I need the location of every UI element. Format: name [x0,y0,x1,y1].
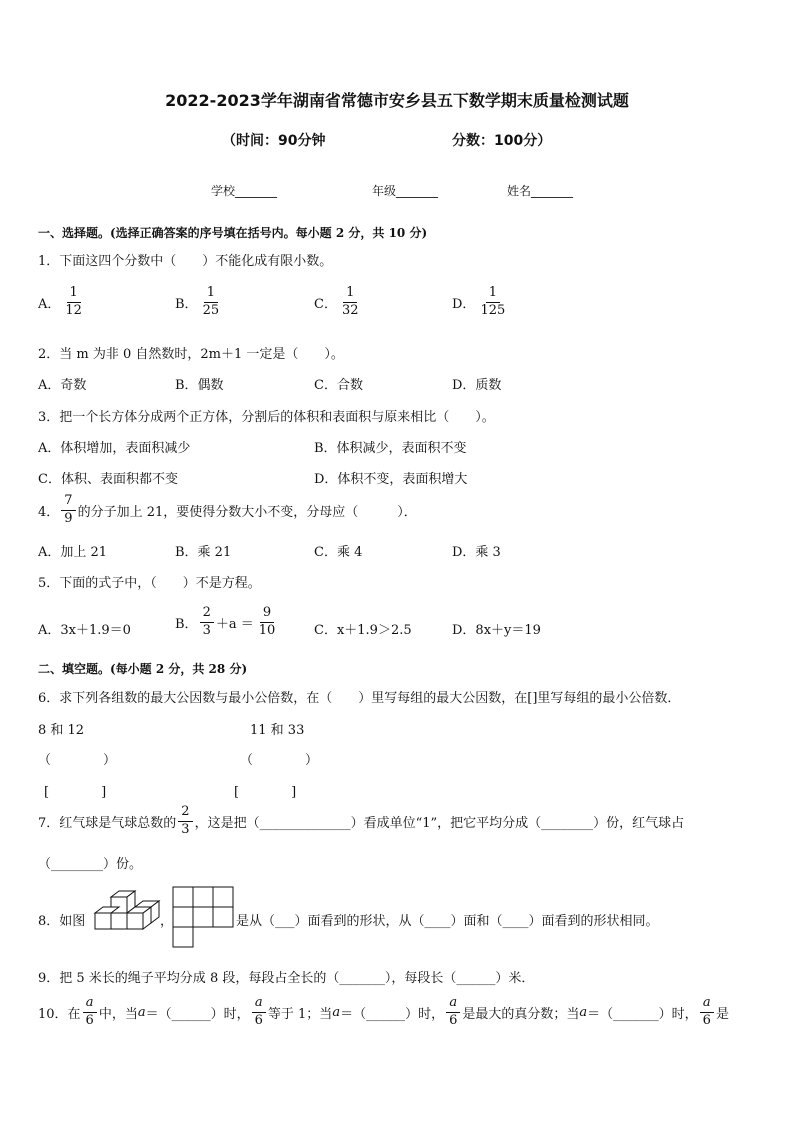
q5-b-label: B． [175,616,198,632]
q5-b-num1: 2 [200,606,214,623]
q10-t5: 是最大的真分数；当 [462,1006,580,1022]
q3-option-b: B．体积减少，表面积不变 [314,441,467,456]
q4-num: 7 [61,494,75,511]
q4-option-d: D．乘 3 [452,545,501,560]
q5-b-mid: ＋a ＝ [215,616,254,632]
q10-den-1: 6 [85,1012,94,1028]
q5-option-a: A．3x＋1.9＝0 [38,623,131,638]
q7-num: 2 [178,805,192,822]
q6-lcm-blank-1[interactable]: [ ] [44,785,107,800]
q10-var-2: a [332,1004,341,1020]
q5-b-den1: 3 [202,622,211,638]
q1-c-num: 1 [343,286,357,303]
q1-option-c [314,286,364,319]
q10-t7: 是 [715,1006,729,1022]
q1-a-num: 1 [67,286,81,303]
q6-group2: 11 和 33 [250,723,305,738]
q1-stem: 1．下面这四个分数中（ ）不能化成有限小数。 [38,254,333,269]
q7-line2: （________）份。 [38,857,143,872]
q4-option-a: A．加上 21 [38,545,108,560]
exam-score: 分数：100分） [452,133,552,149]
q1-b-label: B． [175,296,198,312]
q3-option-c: C．体积、表面积都不变 [38,472,178,487]
q1-b-den: 25 [202,302,220,318]
q5-option-b [175,606,280,639]
q10-line [38,996,729,1029]
q1-c-den: 32 [341,302,359,318]
q4-option-b: B．乘 21 [175,545,232,560]
q5-option-c: C．x＋1.9＞2.5 [314,623,412,638]
q8-post: 是从（___）面看到的形状，从（____）面和（____）面看到的形状相同。 [236,914,659,929]
q2-stem: 2．当 m 为非 0 自然数时，2m＋1 一定是（ ）。 [38,347,344,362]
school-field: 学校_______ [211,184,278,198]
q5-stem: 5．下面的式子中，（ ）不是方程。 [38,576,261,591]
q6-gcd-blank-2[interactable]: （ ） [240,753,319,768]
q7-pre: 7．红气球是气球总数的 [38,815,177,831]
q1-d-den: 125 [480,302,506,318]
q10-den-3: 6 [449,1012,458,1028]
q1-option-d [452,286,510,319]
page-title: 2022-2023学年湖南省常德市安乡县五下数学期末质量检测试题 [165,91,629,110]
q3-option-d: D．体积不变，表面积增大 [314,472,468,487]
q4-text: 的分子加上 21，要使得分数大小不变，分母应（ ）． [77,504,417,520]
section1-heading: 一、选择题。(选择正确答案的序号填在括号内。每小题 2 分，共 10 分) [38,226,428,240]
q4-option-c: C．乘 4 [314,545,363,560]
q1-a-fraction [62,286,85,319]
q10-fraction-4 [700,996,714,1029]
q1-option-a [38,286,87,319]
q5-b-den2: 10 [258,622,276,638]
q3-stem: 3．把一个长方体分成两个正方体，分割后的体积和表面积与原来相比（ ）。 [38,410,495,425]
q10-t3: 等于 1；当 [267,1006,333,1022]
q2-option-a: A．奇数 [38,378,87,393]
q10-den-4: 6 [702,1012,711,1028]
q6-stem: 6．求下列各组数的最大公因数与最小公倍数，在（ ）里写每组的最大公因数，在[]里写每组的最小公倍数． [38,691,681,706]
q5-b-num2: 9 [260,606,274,623]
q10-num-3: a [446,996,460,1013]
q6-lcm-blank-2[interactable]: [ ] [234,785,297,800]
grade-field: 年级_______ [372,184,439,198]
section2-heading: 二、填空题。(每小题 2 分，共 28 分) [38,662,248,676]
q6-group1: 8 和 12 [38,723,85,738]
q1-option-b [175,286,224,319]
q10-var-1: a [137,1004,146,1020]
q3-option-a: A．体积增加，表面积减少 [38,441,191,456]
q10-den-2: 6 [254,1012,263,1028]
grid-view-figure [172,886,234,950]
name-field: 姓名_______ [507,184,574,198]
cube-stack-figure [89,889,161,945]
q1-d-label: D． [452,296,476,312]
q1-c-label: C． [314,296,337,312]
q10-t6: ＝（_______）时， [587,1006,698,1022]
q4-den: 9 [64,510,73,526]
q4-stem [38,494,417,527]
q8-pre: 8．如图 [38,914,86,929]
q1-d-num: 1 [486,286,500,303]
q10-pre: 10．在 [38,1006,81,1022]
q1-d-fraction [477,286,508,319]
q5-b-fraction2 [256,606,279,639]
q10-num-1: a [83,996,97,1013]
q1-b-num: 1 [204,286,218,303]
q2-option-b: B．偶数 [175,378,224,393]
q1-b-fraction [200,286,223,319]
q10-fraction-1 [83,996,97,1029]
q7-fraction [178,805,192,838]
q2-option-c: C．合数 [314,378,363,393]
q1-a-den: 12 [65,302,82,318]
q10-t2: ＝（______）时， [145,1006,250,1022]
q10-fraction-2 [252,996,266,1029]
q10-t1: 中，当 [98,1006,138,1022]
q1-a-label: A． [38,296,61,312]
exam-time: （时间：90分钟 [222,133,326,149]
q10-var-3: a [579,1004,588,1020]
q5-b-fraction1 [200,606,214,639]
q2-option-d: D．质数 [452,378,502,393]
q8-comma: ， [160,914,174,929]
q10-num-4: a [700,996,714,1013]
q10-fraction-3 [446,996,460,1029]
q9-stem: 9．把 5 米长的绳子平均分成 8 段，每段占全长的（_______），每段长（______）米． [38,971,535,986]
q1-c-fraction [339,286,362,319]
q6-gcd-blank-1[interactable]: （ ） [38,753,117,768]
q7-line1 [38,805,684,838]
q7-post: ，这是把（______________）看成单位“1”，把它平均分成（________）份，红气球占 [194,815,685,831]
q4-prefix: 4． [38,504,60,520]
q10-num-2: a [252,996,266,1013]
q10-t4: ＝（______）时， [340,1006,445,1022]
q4-fraction [61,494,75,527]
q7-den: 3 [181,821,190,837]
q5-option-d: D．8x＋y＝19 [452,623,541,638]
